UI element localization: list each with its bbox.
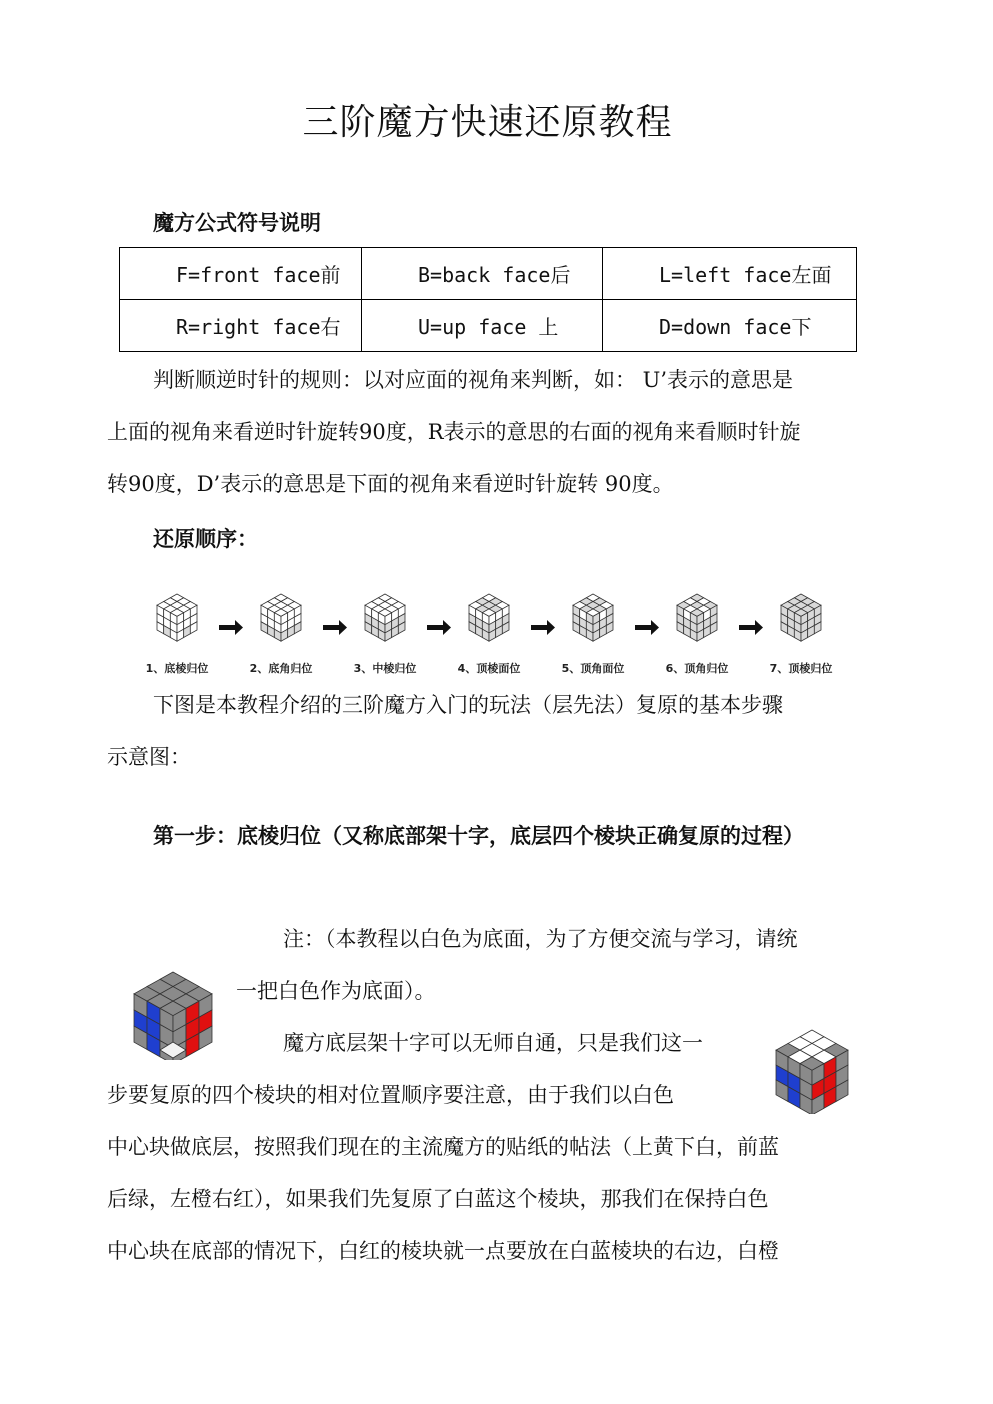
step-caption: 3、中棱归位 — [353, 662, 417, 675]
body-line-5: 中心块在底部的情况下，白红的棱块就一点要放在白蓝棱块的右边，白橙 — [107, 1239, 779, 1263]
intro-line-2: 示意图： — [107, 745, 191, 769]
order-heading: 还原顺序： — [153, 526, 258, 551]
arrow-right-icon — [219, 620, 243, 635]
step-caption: 6、顶角归位 — [665, 662, 729, 675]
table-row — [120, 300, 857, 352]
note-line-1: 注：（本教程以白色为底面，为了方便交流与学习，请统 — [283, 927, 798, 951]
arrow-right-icon — [739, 620, 763, 635]
body-line-1: 魔方底层架十字可以无师自通，只是我们这一 — [283, 1031, 703, 1055]
table-cell: U=up face 上 — [362, 300, 603, 352]
step-caption: 5、顶角面位 — [561, 662, 625, 675]
table-cell: D=down face下 — [603, 300, 857, 352]
notation-heading: 魔方公式符号说明 — [153, 210, 321, 235]
body-line-2: 步要复原的四个棱块的相对位置顺序要注意，由于我们以白色 — [107, 1083, 674, 1107]
arrow-right-icon — [531, 620, 555, 635]
table-cell: F=front face前 — [120, 248, 362, 300]
cube-icon — [781, 594, 821, 641]
cube-cross-right-image — [770, 1028, 854, 1114]
table-cell: R=right face右 — [120, 300, 362, 352]
notation-table — [119, 247, 857, 352]
cube-icon — [469, 594, 509, 641]
rule-line-1: 判断顺逆时针的规则：以对应面的视角来判断，如： U’表示的意思是 — [153, 368, 794, 392]
intro-line-1: 下图是本教程介绍的三阶魔方入门的玩法（层先法）复原的基本步骤 — [153, 693, 783, 717]
cube-icon — [365, 594, 405, 641]
body-line-3: 中心块做底层，按照我们现在的主流魔方的贴纸的帖法（上黄下白，前蓝 — [107, 1135, 779, 1159]
step-caption: 2、底角归位 — [249, 662, 313, 675]
body-line-4: 后绿，左橙右红），如果我们先复原了白蓝这个棱块，那我们在保持白色 — [107, 1187, 769, 1211]
solve-order-diagram — [143, 590, 843, 680]
arrow-right-icon — [635, 620, 659, 635]
note-line-2: 一把白色作为底面）。 — [236, 979, 436, 1003]
step-caption: 4、顶棱面位 — [457, 662, 521, 675]
step-caption: 7、顶棱归位 — [769, 662, 833, 675]
arrow-right-icon — [427, 620, 451, 635]
rule-line-2: 上面的视角来看逆时针旋转90度，R表示的意思的右面的视角来看顺时针旋 — [107, 420, 801, 444]
step-caption: 1、底棱归位 — [145, 662, 209, 675]
rule-line-3: 转90度，D’表示的意思是下面的视角来看逆时针旋转 90度。 — [107, 472, 674, 496]
cube-icon — [677, 594, 717, 641]
table-cell: B=back face后 — [362, 248, 603, 300]
step1-heading: 第一步：底棱归位（又称底部架十字，底层四个棱块正确复原的过程） — [153, 823, 804, 848]
page-title: 三阶魔方快速还原教程 — [302, 102, 673, 143]
cube-icon — [776, 1030, 848, 1114]
table-row — [120, 248, 857, 300]
table-cell: L=left face左面 — [603, 248, 857, 300]
arrow-right-icon — [323, 620, 347, 635]
cube-cross-left-image — [128, 968, 218, 1060]
cube-icon — [573, 594, 613, 641]
cube-icon — [157, 594, 197, 641]
cube-icon — [261, 594, 301, 641]
